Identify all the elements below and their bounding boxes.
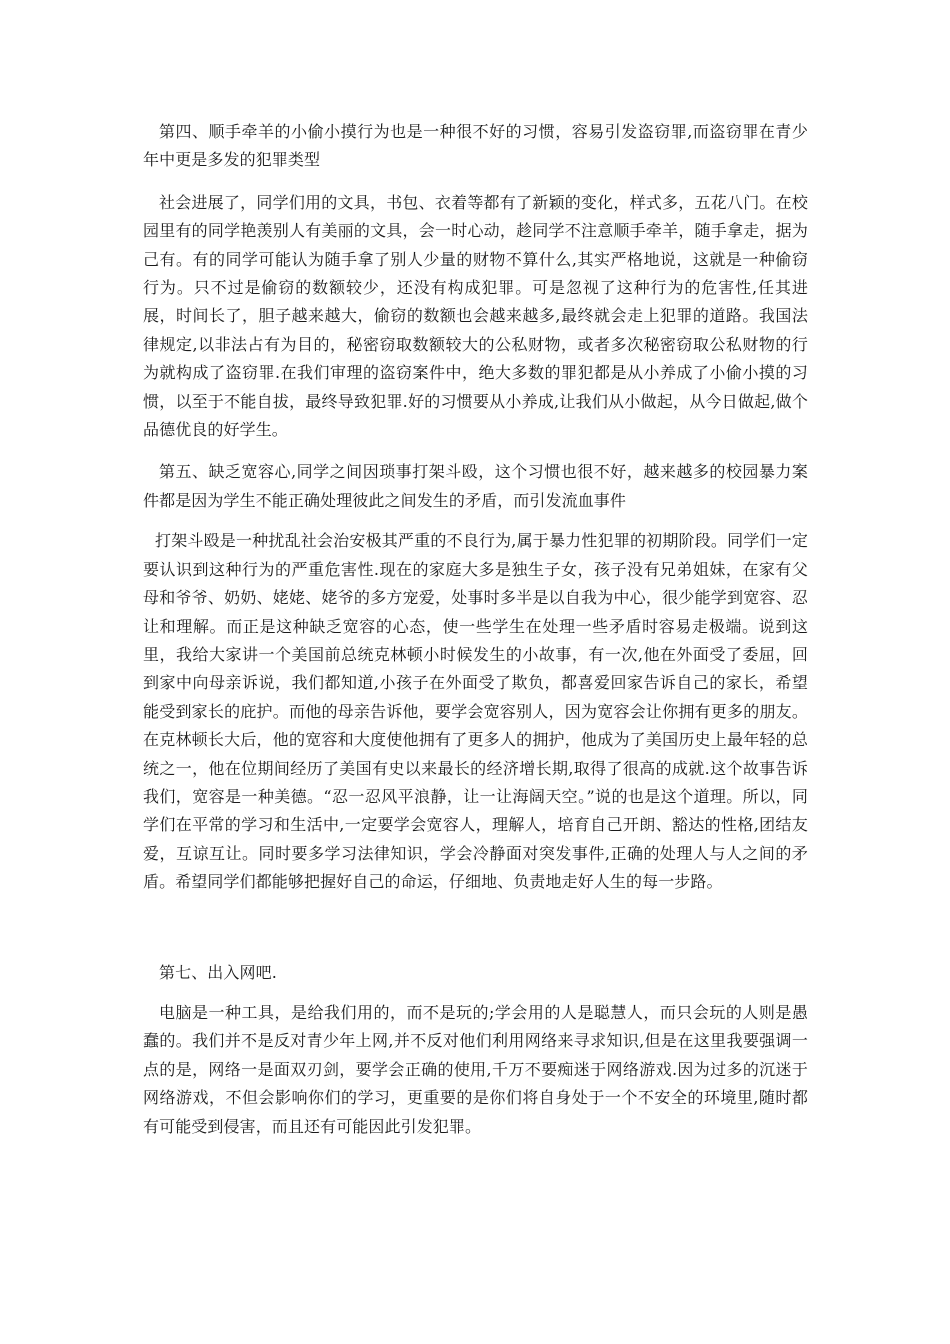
document-body [143,118,808,1141]
section-seven-heading: 第七、出入网吧. [159,962,277,982]
section-five-body: 打架斗殴是一种扰乱社会治安极其严重的不良行为,属于暴力性犯罪的初期阶段。同学们一定要认识到这种行为的严重危害性.现在的家庭大多是独生子女，孩子没有兄弟姐妹，在家有父母和爷爷、奶奶、姥姥、姥爷的多方宠爱，处事时多半是以自我为中心，很少能学到宽容、忍让和理解。而正是这种缺乏宽容的心态，使一些学生在处理一些矛盾时容易走极端。说到这里，我给大家讲一个美国前总统克林顿小时候发生的小故事，有一次,他在外面受了委屈，回到家中向母亲诉说，我们都知道,小孩子在外面受了欺负，都喜爱回家告诉自己的家长，希望能受到家长的庇护。而他的母亲告诉他，要学会宽容别人，因为宽容会让你拥有更多的朋友。在克林顿长大后，他的宽容和大度使他拥有了更多人的拥护，他成为了美国历史上最年轻的总统之一，他在位期间经历了美国有史以来最长的经济增长期,取得了很高的成就.这个故事告诉我们，宽容是一种美德。“忍一忍风平浪静，让一让海阔天空。”说的也是这个道理。所以，同学们在平常的学习和生活中,一定要学会宽容人，理解人，培育自己开朗、豁达的性格,团结友爱，互谅互让。同时要多学习法律知识，学会冷静面对突发事件,正确的处理人与人之间的矛盾。希望同学们都能够把握好自己的命运，仔细地、负责地走好人生的每一步路。 [143,531,808,892]
section-seven-body: 电脑是一种工具，是给我们用的，而不是玩的;学会用的人是聪慧人，而只会玩的人则是愚蠢的。我们并不是反对青少年上网,并不反对他们利用网络来寻求知识,但是在这里我要强调一点的是，网络一是面双刃剑，要学会正确的使用,千万不要痴迷于网络游戏.因为过多的沉迷于网络游戏，不但会影响你们的学习，更重要的是你们将自身处于一个不安全的环境里,随时都有可能受到侵害，而且还有可能因此引发犯罪。 [143,1002,808,1136]
section-four-body: 社会进展了，同学们用的文具，书包、衣着等都有了新颖的变化，样式多，五花八门。在校园里有的同学艳羡别人有美丽的文具，会一时心动，趁同学不注意顺手牵羊，随手拿走，据为己有。有的同学可能认为随手拿了别人少量的财物不算什么,其实严格地说，这就是一种偷窃行为。只不过是偷窃的数额较少，还没有构成犯罪。可是忽视了这种行为的危害性,任其进展，时间长了，胆子越来越大，偷窃的数额也会越来越多,最终就会走上犯罪的道路。我国法律规定,以非法占有为目的，秘密窃取数额较大的公私财物，或者多次秘密窃取公私财物的行为就构成了盗窃罪.在我们审理的盗窃案件中，绝大多数的罪犯都是从小养成了小偷小摸的习惯，以至于不能自拔，最终导致犯罪.好的习惯要从小养成,让我们从小做起，从今日做起,做个品德优良的好学生。 [143,192,808,440]
section-five-heading: 第五、缺乏宽容心,同学之间因琐事打架斗殴，这个习惯也很不好，越来越多的校园暴力案件都是因为学生不能正确处理彼此之间发生的矛盾，而引发流血事件 [143,462,808,510]
section-four-heading: 第四、顺手牵羊的小偷小摸行为也是一种很不好的习惯，容易引发盗窃罪,而盗窃罪在青少年中更是多发的犯罪类型 [143,122,808,170]
